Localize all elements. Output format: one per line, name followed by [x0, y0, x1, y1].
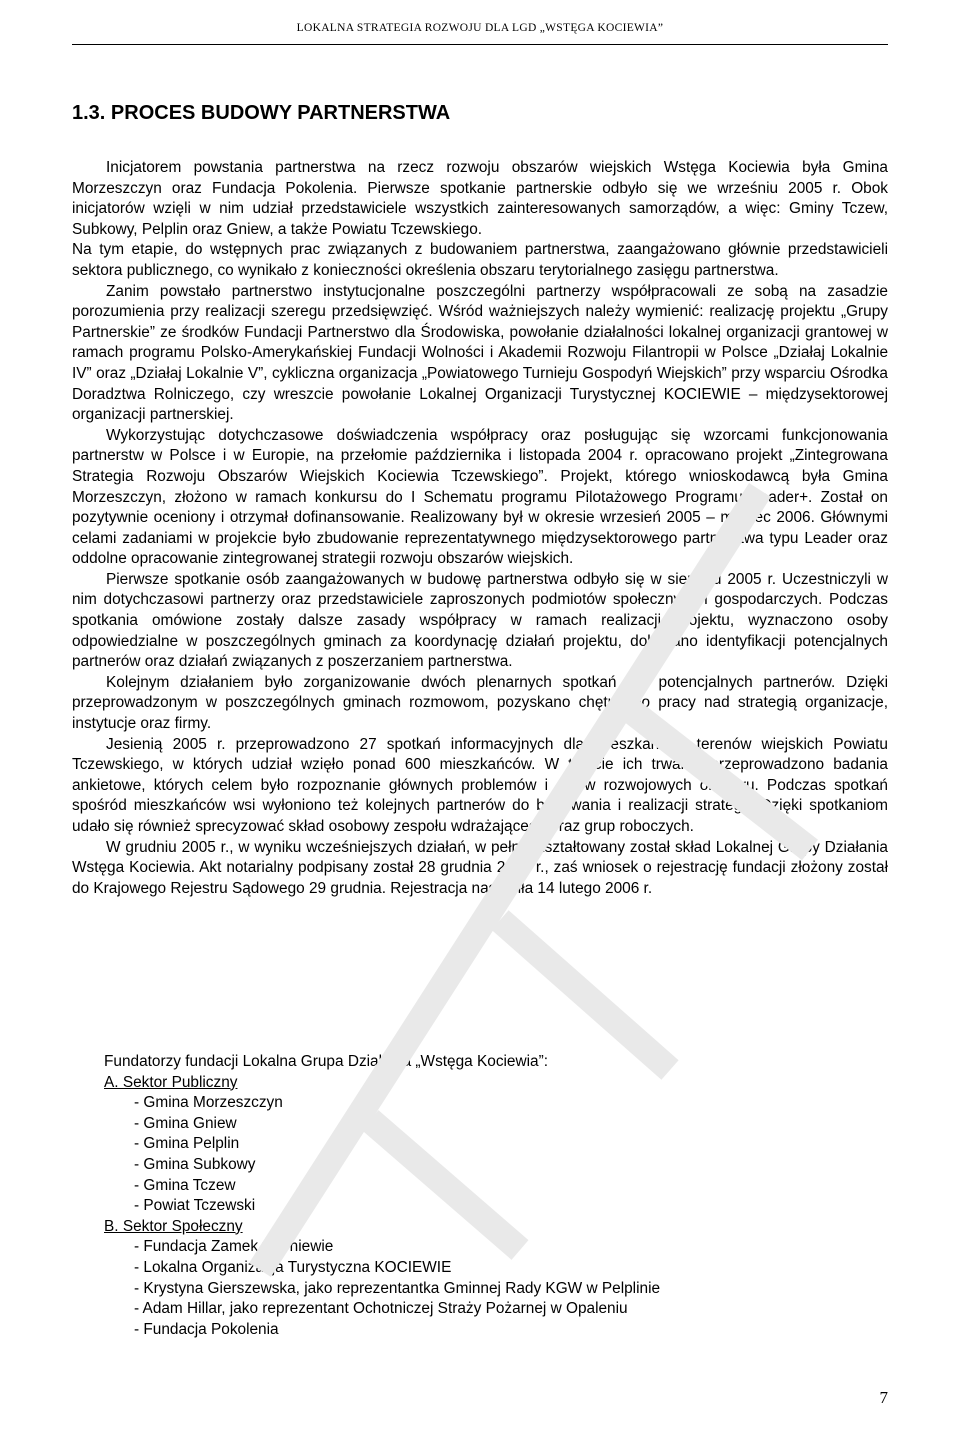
- founders-list: [104, 1052, 888, 1340]
- list-item: - Lokalna Organizacja Turystyczna KOCIEWIE: [134, 1258, 452, 1276]
- list-item: - Powiat Tczewski: [134, 1197, 256, 1215]
- founders-intro: Fundatorzy fundacji Lokalna Grupa Działania „Wstęga Kociewia”:: [104, 1053, 548, 1070]
- paragraph: Zanim powstało partnerstwo instytucjonalne poszczególni partnerzy współpracowali ze sobą na zasadzie porozumienia przy realizacji szeregu przedsięwzięć. Wśród ważniejszych należy wymienić: realizację projektu „Grupy Partnerskie” ze środków Fundacji Partnerstwo dla Środowiska, powołanie działalności lokalnej organizacji grantowej w ramach programu Polsko-Amerykańskiej Fundacji Wolności i Akademii Rozwoju Filantropii w Polsce „Działaj Lokalnie IV” oraz „Działaj Lokalnie V”, cykliczna organizacja „Powiatowego Turnieju Gospodyń Wiejskich” przy wsparciu Ośrodka Doradztwa Rolniczego, czy wreszcie powołanie Lokalnej Organizacji Turystycznej KOCIEWIE – międzysektorowej organizacji partnerskiej.: [72, 282, 888, 424]
- paragraph: Wykorzystując dotychczasowe doświadczenia współpracy oraz posługując się wzorcami funkcjonowania partnerstw w Polsce i w Europie, na przełomie października i listopada 2004 r. opracowano projekt „Zintegrowana Strategia Rozwoju Obszarów Wiejskich Kociewia Tczewskiego”. Projekt, którego wnioskodawcą była Gmina Morzeszczyn, złożono w ramach konkursu do I Schematu programu Pilotażowego Programu Leader+. Został on pozytywnie oceniony i otrzymał dofinansowanie. Realizowany był w okresie wrzesień 2005 – marzec 2006. Głównymi celami zadaniami w projekcie było zbudowanie reprezentatywnego międzysektorowego partnerstwa typu Leader oraz oddolne opracowanie zintegrowanej strategii rozwoju obszarów wiejskich.: [72, 426, 888, 568]
- paragraph: Jesienią 2005 r. przeprowadzono 27 spotkań informacyjnych dla mieszkańców terenów wiejskich Powiatu Tczewskiego, w których udział wzięło ponad 600 mieszkańców. W trakcie ich trwania przeprowadzono badania ankietowe, których celem było rozpoznanie głównych problemów i celów rozwojowych obszaru. Podczas spotkań spośród mieszkańców wsi wyłoniono też kolejnych partnerów do budowania i realizacji strategii. Dzięki spotkaniom udało się również sprecyzować skład osobowy zespołu wdrażającego oraz grup roboczych.: [72, 735, 888, 835]
- sector-heading: A. Sektor Publiczny: [104, 1073, 238, 1091]
- list-item: - Fundacja Zamek w Gniewie: [134, 1238, 334, 1256]
- list-item: - Adam Hillar, jako reprezentant Ochotniczej Straży Pożarnej w Opaleniu: [134, 1300, 628, 1318]
- body-text: [72, 158, 888, 899]
- running-header: LOKALNA STRATEGIA ROZWOJU DLA LGD „WSTĘGA KOCIEWIA”: [296, 22, 664, 34]
- list-item: - Krystyna Gierszewska, jako reprezentantka Gminnej Rady KGW w Pelplinie: [134, 1279, 661, 1297]
- list-item: - Gmina Subkowy: [134, 1155, 256, 1173]
- paragraph: W grudniu 2005 r., w wyniku wcześniejszych działań, w pełni ukształtowany został skład Lokalnej Grupy Działania Wstęga Kociewia. Akt notarialny podpisany został 28 grudnia 2005 r., zaś wniosek o rejestrację fundacji złożony został do Krajowego Rejestru Sądowego 29 grudnia. Rejestracja nastąpiła 14 lutego 2006 r.: [72, 838, 888, 897]
- list-item: - Gmina Morzeszczyn: [134, 1094, 283, 1112]
- sector-list: [104, 1093, 888, 1217]
- paragraph: Pierwsze spotkanie osób zaangażowanych w budowę partnerstwa odbyło się w sierpniu 2005 r. Uczestniczyli w nim dotychczasowi partnerzy oraz przedstawiciele zaproszonych podmiotów społecznych i gospodarczych. Podczas spotkania omówione zostały dalsze zasady współpracy w ramach realizacji projektu, wyznaczono osoby odpowiedzialne w poszczególnych gminach za koordynację działań projektu, dokonano identyfikacji potencjalnych partnerów oraz działań związanych z poszerzaniem partnerstwa.: [72, 570, 888, 671]
- paragraph: Na tym etapie, do wstępnych prac związanych z budowaniem partnerstwa, zaangażowano głównie przedstawicieli sektora publicznego, co wynikało z konieczności określenia obszaru terytorialnego zasięgu partnerstwa.: [72, 241, 888, 279]
- header-rule: [72, 44, 888, 45]
- list-item: - Gmina Gniew: [134, 1114, 237, 1132]
- list-item: - Gmina Tczew: [134, 1176, 236, 1194]
- sector-heading: B. Sektor Społeczny: [104, 1217, 243, 1235]
- list-item: - Gmina Pelplin: [134, 1135, 240, 1153]
- sector-list: [104, 1237, 888, 1340]
- section-title: 1.3. PROCES BUDOWY PARTNERSTWA: [72, 102, 451, 124]
- paragraph: Inicjatorem powstania partnerstwa na rzecz rozwoju obszarów wiejskich Wstęga Kociewia była Gmina Morzeszczyn oraz Fundacja Pokolenia. Pierwsze spotkanie partnerskie odbyło się we wrześniu 2005 r. Obok inicjatorów wzięli w nim udział przedstawiciele wszystkich zainteresowanych samorządów, a więc: Gminy Tczew, Subkowy, Pelplin oraz Gniew, a także Powiatu Tczewskiego.: [72, 159, 888, 238]
- paragraph: Kolejnym działaniem było zorganizowanie dwóch plenarnych spotkań dla potencjalnych partnerów. Dzięki przeprowadzonym w poszczególnych gminach rozmowom, pozyskano chętne do pracy nad strategią organizacje, instytucje oraz firmy.: [72, 673, 888, 733]
- list-item: - Fundacja Pokolenia: [134, 1320, 279, 1338]
- page-number: 7: [879, 1388, 888, 1407]
